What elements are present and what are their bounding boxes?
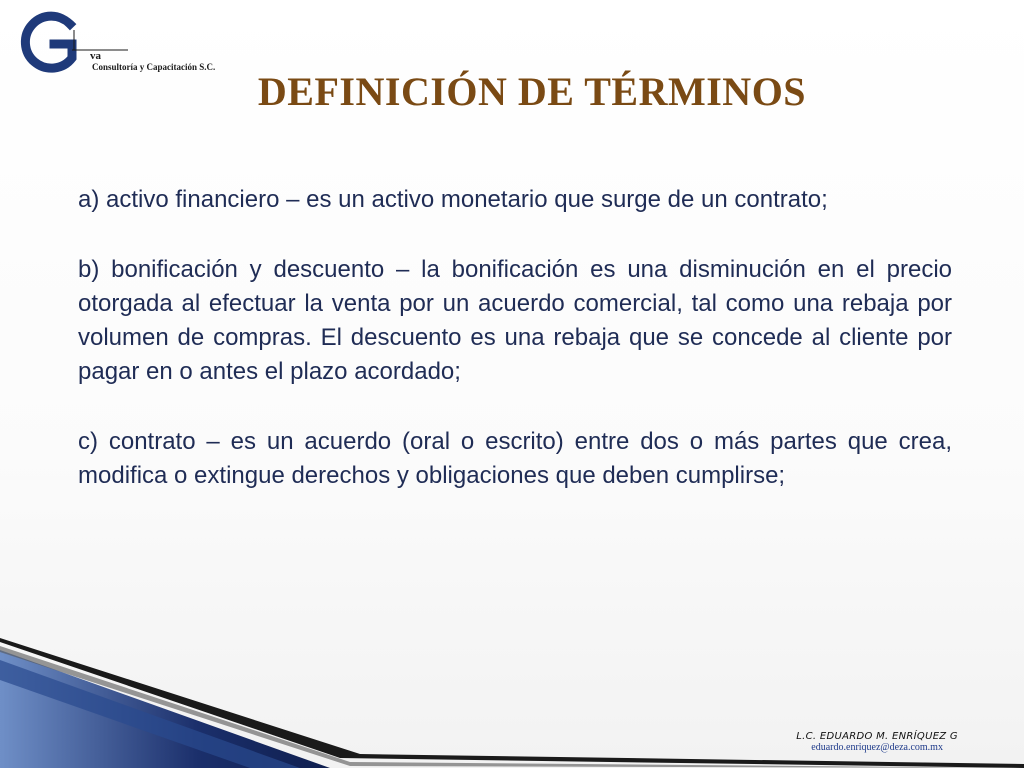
footer-email[interactable]: eduardo.enriquez@deza.com.mx — [811, 742, 943, 753]
footer-author: L.C. EDUARDO M. ENRÍQUEZ G — [796, 731, 958, 742]
logo-tagline: Consultoría y Capacitación S.C. — [92, 62, 216, 72]
definition-c: c) contrato – es un acuerdo (oral o escrito) entre dos o más partes que crea, modifica o extingue derechos y obligaciones que deben cumplirse; — [78, 428, 952, 489]
footer — [796, 731, 958, 753]
page-title: DEFINICIÓN DE TÉRMINOS — [257, 69, 807, 114]
logo-letters: va — [90, 50, 101, 62]
definition-b: b) bonificación y descuento – la bonificación es una disminución en el precio otorgada al efectuar la venta por un acuerdo comercial, tal como una rebaja por volumen de compras. El descuento es una rebaja que se concede al cliente por pagar en o antes el plazo acordado; — [78, 256, 952, 385]
definitions-list — [78, 183, 952, 529]
definition-a: a) activo financiero – es un activo monetario que surge de un contrato; — [78, 186, 828, 213]
